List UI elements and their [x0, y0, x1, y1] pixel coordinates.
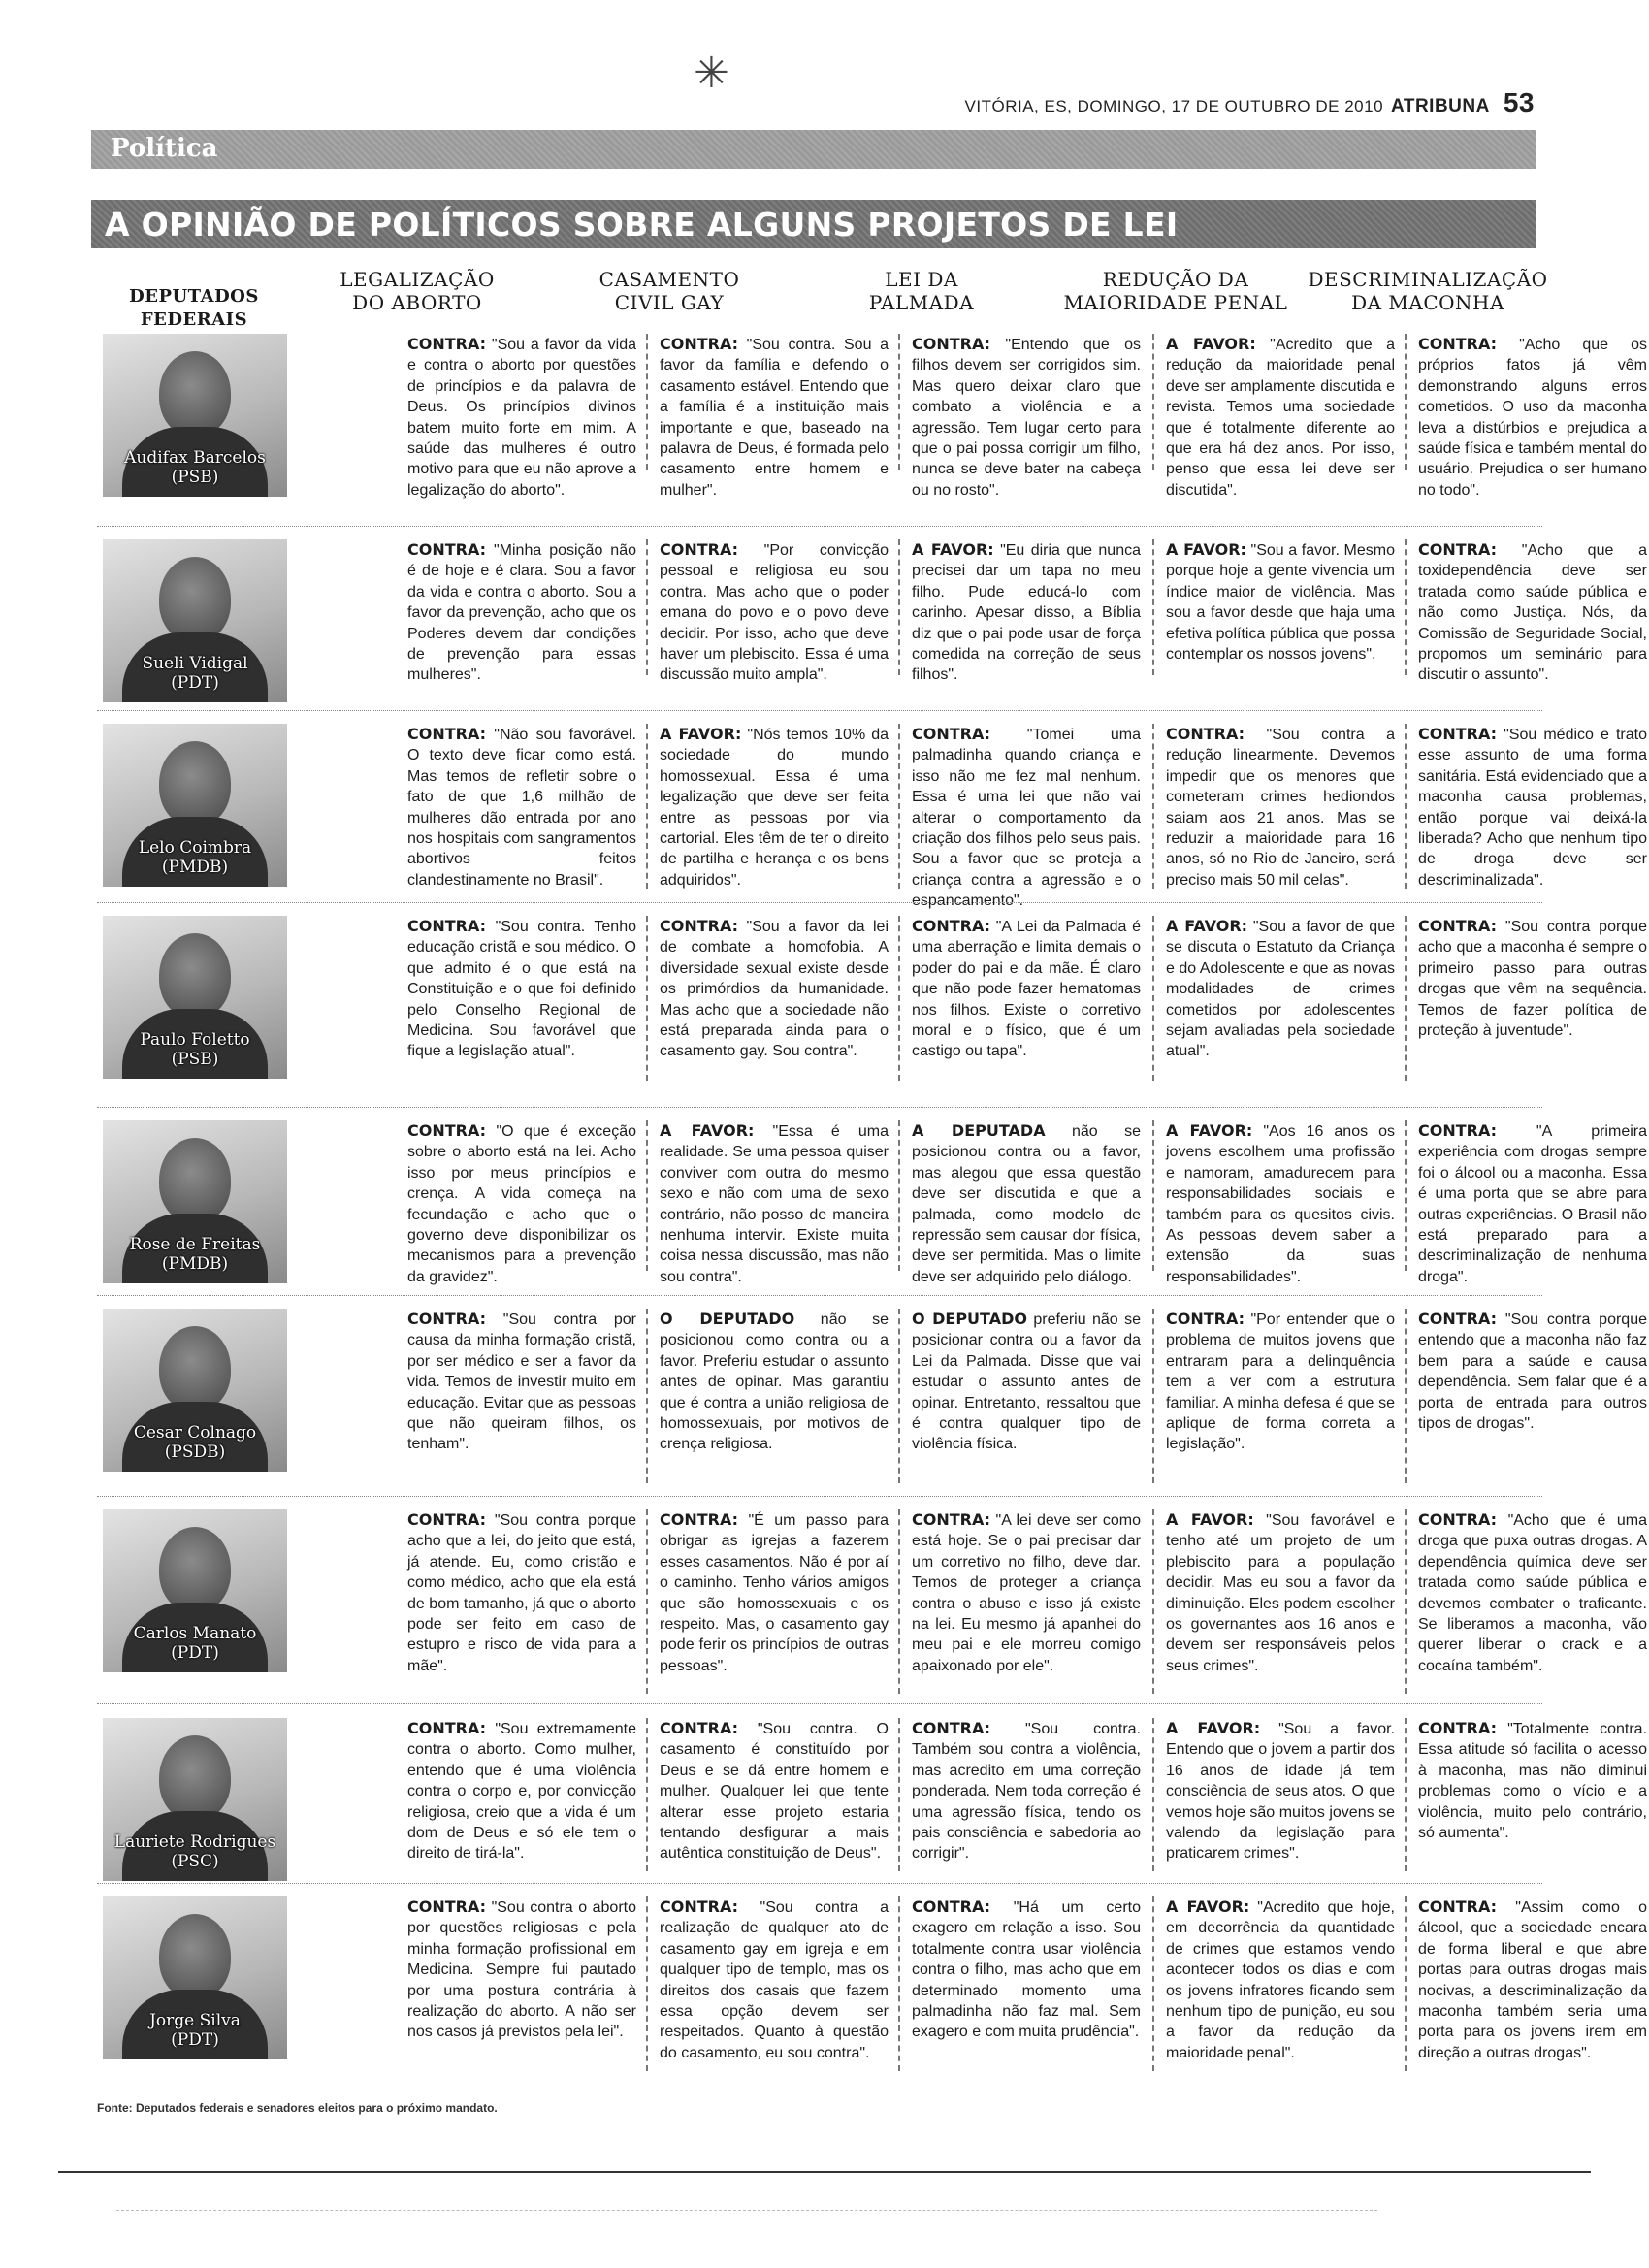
- deputy-party: (PSDB): [164, 1442, 226, 1462]
- deputy-name: Rose de Freitas: [129, 1235, 261, 1254]
- deputy-name: Carlos Manato: [133, 1624, 257, 1643]
- opinion-text: "Sou contra o aborto por questões religiosas e pela minha formação profissional em Medicina. Sempre fui pautado por uma postura contrária à realização do aborto. A não ser nos casos já previstos pela lei".: [407, 1899, 636, 2041]
- opinion-cell: [660, 539, 889, 686]
- opinion-text: "Sou contra a realização de qualquer ato de casamento gay em igreja e em qualquer tipo de templo, mas os direitos dos casais que fazem essa opção devem ser respeitados. Quanto à questão do casamento, eu sou contra".: [660, 1899, 889, 2061]
- deputy-row: [97, 916, 1647, 1090]
- deputy-photo: [103, 1896, 287, 2059]
- opinion-cell: [912, 916, 1141, 1062]
- portrait-head: [159, 1914, 231, 1999]
- opinion-text: "Acho que a toxidependência deve ser tratada como saúde pública e não como Justiça. Nós, da Comissão de Seguridade Social, propomos um seminário para discutir o assunto".: [1418, 542, 1647, 684]
- opinion-cell: [1418, 334, 1647, 501]
- opinion-cell: [1418, 1509, 1647, 1676]
- position-label: CONTRA:: [1418, 917, 1498, 935]
- column-divider: [1405, 539, 1406, 675]
- column-divider: [1405, 1120, 1406, 1271]
- position-label: CONTRA:: [912, 1719, 991, 1737]
- opinion-cell: [912, 724, 1141, 912]
- opinion-cell: [407, 1309, 636, 1455]
- deputy-row: [97, 1309, 1647, 1493]
- opinion-cell: [912, 1309, 1141, 1455]
- position-label: O DEPUTADO: [660, 1310, 795, 1328]
- column-header: [1302, 268, 1554, 314]
- opinion-cell: [660, 916, 889, 1062]
- opinion-cell: [912, 1896, 1141, 2043]
- opinion-cell: [912, 539, 1141, 686]
- column-divider: [1152, 1896, 1154, 2071]
- column-divider: [1152, 334, 1154, 470]
- opinion-text: preferiu não se posicionar contra ou a favor da Lei da Palmada. Disse que vai estudar o assunto antes de opinar. Entretanto, ressaltou que é contra qualquer tipo de violência física.: [912, 1312, 1141, 1453]
- opinion-cell: [1418, 539, 1647, 686]
- position-label: CONTRA:: [407, 725, 487, 743]
- deputy-name: Audifax Barcelos: [124, 448, 266, 468]
- position-label: CONTRA:: [660, 1719, 739, 1737]
- column-divider: [898, 1509, 900, 1694]
- opinion-text: "A Lei da Palmada é uma aberração e limita demais o poder do pai e da mãe. É claro que não pode fazer hematomas nos filhos. Existe o corretivo moral e o físico, que é um castigo ou tapa".: [912, 919, 1141, 1060]
- column-header-line: REDUÇÃO DA: [1102, 268, 1249, 291]
- opinion-text: "Acho que os próprios fatos já vêm demonstrando alguns erros cometidos. O uso da maconha leva a distúrbios e prejudica a saúde física e também mental do usuário. Prejudica o ser humano no todo".: [1418, 337, 1647, 499]
- opinion-text: "Sou a favor. Entendo que o jovem a partir dos 16 anos de idade já tem consciência de seus atos. O que vemos hoje são muitos jovens se valendo da legislação para praticarem crimes".: [1166, 1721, 1396, 1863]
- column-divider: [1152, 1309, 1154, 1483]
- opinion-text: "Acredito que hoje, em decorrência da quantidade de crimes que estamos vendo acontecer todos os dias e com os jovens infratores ficando sem nenhum tipo de punição, eu sou a favor da redução da maioridade penal".: [1166, 1899, 1395, 2061]
- deputy-name: Jorge Silva: [149, 2011, 241, 2030]
- deputy-party: (PDT): [171, 673, 219, 693]
- opinion-cell: [912, 334, 1141, 501]
- deputy-row: [97, 724, 1647, 910]
- column-divider: [646, 1896, 648, 2071]
- photo-caption: [103, 1235, 287, 1274]
- opinion-text: "Sou contra porque acho que a maconha é sempre o primeiro passo para outras drogas que vêm na sequência. Temos de fazer política de proteção à juventude".: [1418, 919, 1647, 1040]
- column-divider: [1405, 1309, 1406, 1483]
- position-label: A FAVOR:: [1166, 917, 1248, 935]
- column-divider: [646, 1718, 648, 1871]
- opinion-cell: [407, 539, 636, 686]
- row-divider: [97, 1295, 1542, 1296]
- position-label: CONTRA:: [660, 1897, 739, 1916]
- deputy-party: (PSB): [171, 1050, 219, 1069]
- opinion-cell: [407, 1896, 636, 2043]
- position-label: CONTRA:: [660, 335, 739, 353]
- portrait-head: [159, 741, 231, 826]
- position-label: CONTRA:: [407, 1719, 487, 1737]
- title-bar: [91, 200, 1536, 248]
- footer-rule: [58, 2171, 1591, 2173]
- position-label: A FAVOR:: [1166, 1897, 1250, 1916]
- opinion-cell: [1166, 1120, 1395, 1287]
- row-divider: [97, 902, 1542, 903]
- deputy-party: (PMDB): [161, 1254, 229, 1274]
- opinion-cell: [1166, 724, 1395, 891]
- opinion-text: "Sou contra. O casamento é constituído por Deus e se dá entre homem e mulher. Qualquer lei que tente alterar esse projeto estaria tentando desfigurar a mais autêntica constituição de Deus".: [660, 1721, 889, 1863]
- opinion-text: "Minha posição não é de hoje e é clara. Sou a favor da vida e contra o aborto. Sou a favor da prevenção, acho que os Poderes devem dar condições de prevenção para essas mulheres".: [407, 542, 636, 684]
- opinion-cell: [660, 1120, 889, 1287]
- opinion-text: "Sou a favor da vida e contra o aborto por questões de princípios e da palavra de Deus. Os princípios divinos batem muito forte em mim. A saúde das mulheres é outro motivo para que eu não aprove a legalização do aborto".: [407, 337, 636, 499]
- opinion-text: "O que é exceção sobre o aborto está na lei. Acho isso por meus princípios e crença. A vida começa na fecundação e acho que o governo deve disponibilizar os mecanismos para a prevenção da gravidez".: [407, 1123, 636, 1285]
- position-label: A FAVOR:: [1166, 1719, 1261, 1737]
- position-label: CONTRA:: [1418, 725, 1498, 743]
- portrait-head: [159, 1326, 231, 1411]
- column-divider: [1152, 1120, 1154, 1271]
- row-divider: [97, 1107, 1542, 1108]
- opinion-cell: [407, 916, 636, 1062]
- opinion-cell: [1166, 334, 1395, 501]
- position-label: A DEPUTADA: [912, 1121, 1046, 1140]
- opinion-text: "Assim como o álcool, que a sociedade encara de forma liberal e que abre portas para outras drogas mais nocivas, a descriminalização da maconha também seria uma porta para os jovens irem em direção a outras drogas".: [1418, 1899, 1647, 2061]
- opinion-text: "Tomei uma palmadinha quando criança e isso não me fez mal nenhum. Essa é uma lei que não vai alterar o comportamento da criação dos filhos pelo seus pais. Sou a favor que se proteja a criança contra a agressão e o espancamento".: [912, 727, 1141, 910]
- column-divider: [646, 539, 648, 675]
- column-divider: [1152, 1509, 1154, 1694]
- opinion-cell: [660, 724, 889, 891]
- deputy-party: (PDT): [171, 1643, 219, 1663]
- column-header: [1050, 268, 1302, 314]
- opinion-text: "A primeira experiência com drogas sempre foi o álcool ou a maconha. Essa é uma porta que se abre para outras experiências. O Brasil não está preparado para a descriminalização de nenhuma droga".: [1418, 1123, 1647, 1285]
- opinion-cell: [407, 334, 636, 501]
- deputy-photo: [103, 724, 287, 887]
- row-divider: [97, 526, 1542, 527]
- opinion-cell: [912, 1718, 1141, 1864]
- position-label: CONTRA:: [912, 1510, 991, 1529]
- opinion-text: "Eu diria que nunca precisei dar um tapa no meu filho. Pude educá-lo com carinho. Apesar disso, a Bíblia diz que o pai pode usar de força comedida na correção de seus filhos".: [912, 542, 1141, 684]
- photo-caption: [103, 2011, 287, 2050]
- deputy-name: Lelo Coimbra: [138, 838, 252, 858]
- position-label: CONTRA:: [407, 335, 487, 353]
- deputy-row: [97, 1896, 1647, 2081]
- opinion-cell: [660, 1896, 889, 2063]
- column-header-line: LEI DA: [885, 268, 958, 291]
- column-divider: [1152, 539, 1154, 675]
- opinion-cell: [1166, 1896, 1395, 2063]
- opinion-text: "Há um certo exagero em relação a isso. Sou totalmente contra usar violência contra o filho, mas acho que em determinado momento uma palmadinha não faz mal. Sem exagero e com muita prudência".: [912, 1899, 1141, 2041]
- position-label: CONTRA:: [1418, 1310, 1498, 1328]
- opinion-text: "Sou favorável e tenho até um projeto de um plebiscito para a população decidir. Mas eu sou a favor da diminuição. Eles podem escolher os governantes aos 16 anos e devem ser responsáveis pelos seus crimes".: [1166, 1512, 1395, 1674]
- photo-caption: [103, 1030, 287, 1069]
- opinion-text: não se posicionou contra ou a favor, mas alegou que essa questão deve ser discutida e que a palmada, como modelo de repressão sem causar dor física, deve ser permitida. Mas o limite deve ser adquirido pelo diálogo.: [912, 1123, 1141, 1285]
- position-label: CONTRA:: [1166, 1310, 1245, 1328]
- column-divider: [1405, 916, 1406, 1081]
- opinion-cell: [1418, 1896, 1647, 2063]
- column-divider: [1405, 1718, 1406, 1871]
- position-label: CONTRA:: [407, 1897, 487, 1916]
- position-label: A FAVOR:: [1166, 1121, 1253, 1140]
- position-label: CONTRA:: [1418, 1719, 1498, 1737]
- deputy-photo: [103, 1718, 287, 1881]
- scan-mark: ✳: [694, 49, 729, 98]
- portrait-head: [159, 351, 231, 437]
- opinion-text: "Não sou favorável. O texto deve ficar como está. Mas temos de refletir sobre o fato de que 1,6 milhão de mulheres dão entrada por ano nos hospitais com sangramentos abortivos feitos clandestinamente no Brasil".: [407, 727, 636, 889]
- deputy-row: [97, 1718, 1647, 1881]
- opinion-cell: [660, 1309, 889, 1455]
- column-header: [553, 268, 786, 314]
- column-header-line: DO ABORTO: [352, 291, 482, 314]
- portrait-head: [159, 933, 231, 1019]
- position-label: CONTRA:: [912, 917, 991, 935]
- column-divider: [1405, 724, 1406, 889]
- position-label: CONTRA:: [407, 917, 487, 935]
- opinion-text: "Sou médico e trato esse assunto de uma forma sanitária. Está evidenciado que a maconha causa problemas, então porque vai deixá-la liberada? Acho que nenhum tipo de droga deve ser descriminalizada".: [1418, 727, 1647, 889]
- opinion-text: "Aos 16 anos os jovens escolhem uma profissão e namoram, amadurecem para responsabilidades sociais e também para os quesitos civis. As pessoas devem saber a extensão da suas responsabilidades".: [1166, 1123, 1395, 1285]
- deputy-party: (PDT): [171, 2030, 219, 2050]
- opinion-text: "Sou contra porque acho que a lei, do jeito que está, já atende. Eu, como cristão e como médico, acho que ela está de bom tamanho, já que o aborto pode ser feito em caso de estupro e risco de vida para a mãe".: [407, 1512, 636, 1674]
- position-label: CONTRA:: [407, 1510, 487, 1529]
- row-divider: [97, 710, 1542, 711]
- column-divider: [1405, 1509, 1406, 1694]
- row-divider: [97, 1703, 1542, 1704]
- column-divider: [646, 1309, 648, 1483]
- portrait-head: [159, 1527, 231, 1612]
- deputy-name: Sueli Vidigal: [142, 654, 248, 673]
- deputy-photo: [103, 334, 287, 497]
- position-label: A FAVOR:: [660, 1121, 755, 1140]
- position-label: CONTRA:: [1418, 1897, 1498, 1916]
- header-paper-name: ATRIBUNA: [1391, 96, 1490, 116]
- opinion-cell: [660, 1509, 889, 1676]
- opinion-text: "Nós temos 10% da sociedade do mundo homossexual. Essa é uma legalização que deve ser feita entre as pessoas por via cartorial. Eles têm de ter o direito de partilha e herança e os bens adquiridos".: [660, 727, 889, 889]
- position-label: CONTRA:: [1418, 1121, 1498, 1140]
- opinion-cell: [1418, 1718, 1647, 1843]
- deputy-row: [97, 334, 1647, 499]
- column-divider: [646, 334, 648, 470]
- deputy-photo: [103, 1120, 287, 1283]
- opinion-text: "Sou a favor de que se discuta o Estatuto da Criança e do Adolescente e que as novas modalidades de crimes cometidos por adolescentes sejam avaliadas pela sociedade atual".: [1166, 919, 1396, 1060]
- column-header: [301, 268, 534, 314]
- opinion-text: "Acredito que a redução da maioridade penal deve ser amplamente discutida e revista. Temos uma sociedade que é totalmente diferente ao que era há dez anos. Por isso, penso que essa lei deve ser discutida".: [1166, 337, 1395, 499]
- column-divider: [898, 1120, 900, 1271]
- portrait-head: [159, 1735, 231, 1821]
- position-label: A FAVOR:: [1166, 335, 1256, 353]
- position-label: CONTRA:: [1418, 1510, 1498, 1529]
- portrait-head: [159, 557, 231, 642]
- position-label: CONTRA:: [407, 540, 487, 559]
- column-header-line: CIVIL GAY: [614, 291, 725, 314]
- deputy-party: (PSB): [171, 468, 219, 487]
- column-header-line: PALMADA: [868, 291, 975, 314]
- opinion-text: "Sou contra porque entendo que a maconha não faz bem para a saúde e causa dependência. Sem falar que é a porta de entrada para outros tipos de drogas".: [1418, 1312, 1647, 1433]
- opinion-cell: [1166, 1718, 1395, 1864]
- position-label: CONTRA:: [912, 335, 991, 353]
- column-divider: [898, 1309, 900, 1483]
- position-label: A FAVOR:: [1166, 1510, 1254, 1529]
- opinion-cell: [407, 1718, 636, 1864]
- header-page-number: 53: [1503, 87, 1535, 117]
- portrait-head: [159, 1138, 231, 1223]
- opinion-cell: [407, 724, 636, 891]
- opinion-text: "A lei deve ser como está hoje. Se o pai precisar dar um corretivo no filho, deve dar. Temos de proteger a criança contra o abuso e isso já existe na lei. Eu mesmo já apanhei do meu pai e ele morreu comigo apaixonado por ele".: [912, 1512, 1141, 1674]
- photo-caption: [103, 654, 287, 693]
- column-divider: [898, 1896, 900, 2071]
- position-label: CONTRA:: [1418, 540, 1498, 559]
- column-divider: [646, 916, 648, 1081]
- position-label: CONTRA:: [1166, 725, 1245, 743]
- position-label: CONTRA:: [912, 725, 991, 743]
- photo-caption: [103, 1624, 287, 1663]
- column-header-line: DEPUTADOS: [129, 286, 259, 307]
- deputy-name: Lauriete Rodrigues: [113, 1832, 276, 1852]
- position-label: O DEPUTADO: [912, 1310, 1027, 1328]
- opinion-text: "Acho que é uma droga que puxa outras drogas. A dependência química deve ser tratada como saúde pública e devemos combater o traficante. Se liberamos a maconha, vão querer liberar o crack e a cocaína também".: [1418, 1512, 1647, 1674]
- footer-rule-faint: [116, 2210, 1377, 2211]
- column-divider: [1152, 1718, 1154, 1871]
- section-label: Política: [111, 134, 218, 163]
- opinion-text: "Sou contra a redução linearmente. Devemos impedir que os menores que cometeram crimes hediondos saiam aos 21 anos. Mas se reduzir a maioridade para 16 anos, só no Rio de Janeiro, será preciso mais 50 mil celas".: [1166, 727, 1395, 889]
- article-title: A OPINIÃO DE POLÍTICOS SOBRE ALGUNS PROJETOS DE LEI: [105, 206, 1179, 243]
- column-header-line: CASAMENTO: [598, 268, 740, 291]
- column-divider: [898, 334, 900, 470]
- opinion-text: "É um passo para obrigar as igrejas a fazerem esses casamentos. Não é por aí o caminho. Tenho vários amigos que são homossexuais e os respeito. Mas, o casamento gay pode ferir os princípios de outras pessoas".: [660, 1512, 889, 1674]
- position-label: CONTRA:: [407, 1121, 487, 1140]
- deputy-photo: [103, 1509, 287, 1672]
- position-label: CONTRA:: [912, 1897, 991, 1916]
- opinion-text: "Sou contra. Também sou contra a violência, mas acredito em uma correção ponderada. Nem toda correção é uma agressão física, tendo os pais consciência e sabedoria ao corrigir".: [912, 1721, 1141, 1863]
- column-divider: [898, 1718, 900, 1871]
- column-divider: [646, 1120, 648, 1271]
- deputy-photo: [103, 1309, 287, 1472]
- deputy-row: [97, 1120, 1647, 1285]
- opinion-cell: [1418, 916, 1647, 1041]
- column-divider: [1405, 334, 1406, 470]
- opinion-cell: [407, 1509, 636, 1676]
- opinion-text: "Sou extremamente contra o aborto. Como mulher, entendo que é uma violência contra o corpo e, por convicção religiosa, creio que a vida é um dom de Deus e só ele tem o direito de tirá-la".: [407, 1721, 636, 1863]
- column-divider: [898, 724, 900, 889]
- column-divider: [898, 539, 900, 675]
- opinion-cell: [912, 1509, 1141, 1676]
- opinion-cell: [912, 1120, 1141, 1287]
- column-divider: [646, 1509, 648, 1694]
- opinion-text: "Sou a favor. Mesmo porque hoje a gente vivencia um índice maior de violência. Mas sou a favor desde que haja uma efetiva política pública que possa contemplar os nossos jovens".: [1166, 542, 1396, 664]
- opinion-cell: [1418, 724, 1647, 891]
- deputy-party: (PMDB): [161, 858, 229, 877]
- column-header-line: DESCRIMINALIZAÇÃO: [1308, 268, 1548, 291]
- opinion-text: não se posicionou como contra ou a favor. Preferiu estudar o assunto antes de opinar. Mas garantiu que é contra a união religiosa de homossexuais, por motivos de crença religiosa.: [660, 1312, 889, 1453]
- column-divider: [1405, 1896, 1406, 2071]
- source-note: Fonte: Deputados federais e senadores eleitos para o próximo mandato.: [97, 2101, 498, 2115]
- opinion-cell: [660, 1718, 889, 1864]
- opinion-cell: [1166, 539, 1395, 664]
- column-header-line: LEGALIZAÇÃO: [340, 268, 495, 291]
- opinion-text: "Essa é uma realidade. Se uma pessoa quiser conviver com outra do mesmo sexo e não com uma de sexo contrário, não posso de maneira nenhuma intervir. Existe muita coisa nessa discussão, mas não sou contra".: [660, 1123, 889, 1285]
- column-divider: [1152, 724, 1154, 889]
- photo-caption: [103, 1832, 287, 1871]
- row-divider: [97, 1496, 1542, 1497]
- header-location-date: VITÓRIA, ES, DOMINGO, 17 DE OUTUBRO DE 2010: [964, 97, 1384, 115]
- position-label: CONTRA:: [660, 917, 739, 935]
- opinion-text: "Entendo que os filhos devem ser corrigidos sim. Mas quero deixar claro que combato a violência e a agressão. Tem lugar certo para que o pai possa corrigir um filho, nunca se deve bater na cabeça ou no rosto".: [912, 337, 1141, 499]
- page-header: [965, 87, 1535, 118]
- position-label: CONTRA:: [660, 1510, 739, 1529]
- opinion-cell: [407, 1120, 636, 1287]
- opinion-cell: [1166, 916, 1395, 1062]
- photo-caption: [103, 838, 287, 877]
- column-header-line: DA MACONHA: [1351, 291, 1504, 314]
- column-header: [805, 268, 1038, 314]
- opinion-cell: [1418, 1120, 1647, 1287]
- opinion-cell: [1418, 1309, 1647, 1434]
- column-divider: [898, 916, 900, 1081]
- opinion-text: "Sou a favor da lei de combate a homofobia. A diversidade sexual existe desde os primórdios da humanidade. Mas acho que a sociedade não está preparada ainda para o casamento gay. Sou contra".: [660, 919, 889, 1060]
- opinion-text: "Por convicção pessoal e religiosa eu sou contra. Mas acho que o poder emana do povo e o povo deve decidir. Por isso, acho que deve haver um plebiscito. Essa é uma discussão muito ampla".: [660, 542, 889, 684]
- deputy-photo: [103, 539, 287, 702]
- section-bar: [91, 130, 1536, 169]
- position-label: CONTRA:: [1418, 335, 1498, 353]
- deputy-name: Paulo Foletto: [140, 1030, 250, 1050]
- column-divider: [646, 724, 648, 889]
- opinion-cell: [660, 334, 889, 501]
- opinion-text: "Sou contra. Tenho educação cristã e sou médico. O que admito é o que está na Constituição e o que foi definido pelo Conselho Regional de Medicina. Sou favorável que fique a legislação atual".: [407, 919, 636, 1060]
- opinion-text: "Sou contra por causa da minha formação cristã, por ser médico e ser a favor da vida. Temos de investir muito em educação. Evitar que as pessoas que não queiram filhos, os tenham".: [407, 1312, 636, 1453]
- photo-caption: [103, 448, 287, 487]
- position-label: CONTRA:: [660, 540, 739, 559]
- position-label: A FAVOR:: [660, 725, 742, 743]
- deputy-row: [97, 539, 1647, 693]
- opinion-text: "Sou contra. Sou a favor da família e defendo o casamento estável. Entendo que a família é a instituição mais importante e que, baseado na palavra de Deus, é formada pelo casamento entre homem e mulher".: [660, 337, 889, 499]
- opinion-text: "Por entender que o problema de muitos jovens que entraram para a delinquência tem a ver com a estrutura familiar. A minha defesa é que se aplique de forma correta a legislação".: [1166, 1312, 1395, 1453]
- column-header-line: FEDERAIS: [140, 309, 248, 330]
- opinion-cell: [1166, 1309, 1395, 1455]
- column-divider: [1152, 916, 1154, 1081]
- deputy-name: Cesar Colnago: [133, 1423, 257, 1442]
- row-divider: [97, 1883, 1542, 1884]
- position-label: A FAVOR:: [912, 540, 994, 559]
- opinion-text: "Totalmente contra. Essa atitude só facilita o acesso à maconha, mas não diminui problemas como o vício e a violência, muito pelo contrário, só aumenta".: [1418, 1721, 1647, 1842]
- opinion-cell: [1166, 1509, 1395, 1676]
- position-label: A FAVOR:: [1166, 540, 1246, 559]
- deputy-party: (PSC): [171, 1852, 219, 1871]
- column-header-line: MAIORIDADE PENAL: [1063, 291, 1288, 314]
- deputy-row: [97, 1509, 1647, 1703]
- position-label: CONTRA:: [407, 1310, 487, 1328]
- deputy-photo: [103, 916, 287, 1079]
- photo-caption: [103, 1423, 287, 1462]
